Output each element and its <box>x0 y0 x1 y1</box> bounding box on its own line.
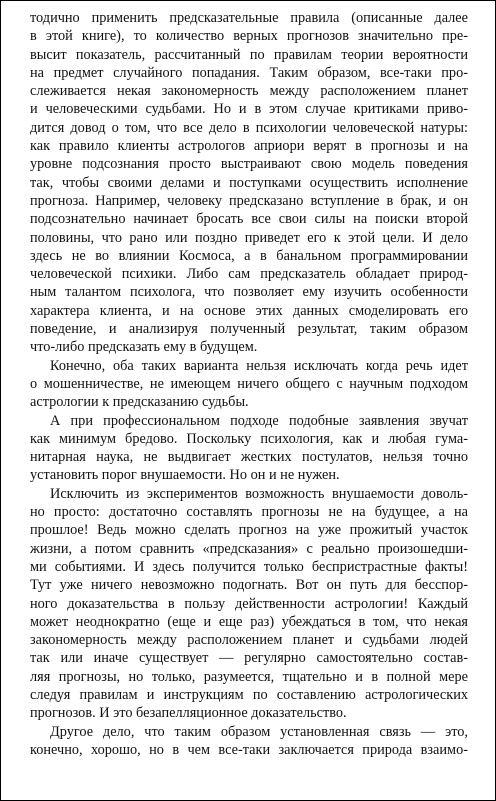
text-line: Конечно, оба таких варианта нельзя исключать когда речь идет <box>50 357 468 374</box>
text-line: высит показатель, рассчитанный по правилам теории вероятности <box>30 46 468 63</box>
text-line: А при профессиональном подходе подобные заявления звучат <box>50 412 468 429</box>
text-line: астрологии к предсказанию судьбы. <box>30 394 249 411</box>
text-line: слеживается некая закономерность между расположением планет <box>30 83 468 100</box>
text-line: ного доказательства в пользу действенности астрологии! Каждый <box>30 595 468 612</box>
text-line: ми событиями. И здесь получится только беспристрастные факты! <box>30 558 468 575</box>
text-line: Тут уже ничего невозможно подогнать. Вот он путь для бесспор- <box>30 577 468 594</box>
text-line: ляя прогнозы, но только, разумеется, тщательно и в полной мере <box>30 668 468 685</box>
text-line: здесь не во влиянии Космоса, а в банальном программировании <box>30 247 468 264</box>
text-line: конечно, хорошо, но в чем все-таки заключается природа взаимо- <box>30 741 468 758</box>
text-line: тодично применить предсказательные правила (описанные далее <box>30 10 468 26</box>
text-line: следуя правилам и инструкциям по составлению астрологических <box>30 686 468 703</box>
text-line: закономерность между расположением планет и судьбами людей <box>30 632 468 649</box>
text-line: но просто: достаточно составлять прогнозы не на будущее, а на <box>30 504 468 521</box>
text-line: так или иначе существует — регулярно самостоятельно состав- <box>30 650 468 667</box>
text-line: как минимум бредово. Поскольку психология, как и любая гума- <box>30 430 468 447</box>
text-line: на предмет случайного попадания. Таким образом, все-таки про- <box>30 64 468 81</box>
text-line: о мошенничестве, не имеющем ничего общего с научным подходом <box>30 375 468 392</box>
text-line: жизни, а потом сравнить «предсказания» с реально произошедши- <box>30 540 468 557</box>
text-line: прогнозов. И это безапелляционное доказательство. <box>30 705 347 722</box>
text-line: и человеческими судьбами. Но и в этом случае критиками приво- <box>30 101 468 118</box>
text-line: Исключить из экспериментов возможность внушаемости доволь- <box>50 485 468 502</box>
text-line: уровне подсознания просто выстраивают свою модель поведения <box>30 156 468 173</box>
text-line: характера клиента, и на основе этих данных смоделировать его <box>30 302 468 319</box>
text-line: может неоднократно (еще и еще раз) убеждаться в том, что некая <box>30 613 468 630</box>
text-line: в этой книге), то количество верных прогнозов значительно пре- <box>30 28 468 45</box>
text-line: прошлое! Ведь можно сделать прогноз на уже прожитый участок <box>30 522 468 539</box>
text-line: подсознательно начинает бросать все свои силы на поиски второй <box>30 211 468 228</box>
text-line: поведение, и анализируя полученный результат, таким образом <box>30 321 468 338</box>
text-line: человеческой психики. Либо сам предсказатель обладает природ- <box>30 266 468 283</box>
text-line: как правило клиенты астрологов априори верят в прогнозы и на <box>30 138 468 155</box>
text-line: дится довод о том, что все дело в психологии человеческой натуры: <box>30 119 468 136</box>
text-line: нитарная наука, не выдвигает жестких постулатов, нельзя точно <box>30 449 468 466</box>
text-line: что-либо предсказать ему в будущем. <box>30 339 258 356</box>
text-line: ным талантом психолога, что позволяет ему изучить особенности <box>30 284 468 301</box>
text-line: половины, что рано или поздно приведет его к этой цели. И дело <box>30 229 468 246</box>
text-line: установить порог внушаемости. Но он и не нужен. <box>30 467 340 484</box>
text-line: так, чтобы своими делами и поступками осуществить исполнение <box>30 174 468 191</box>
text-line: Другое дело, что таким образом установленная связь — это, <box>50 723 468 740</box>
text-line: прогноза. Например, человеку предсказано вступление в брак, и он <box>30 192 468 209</box>
body-text <box>30 9 468 759</box>
